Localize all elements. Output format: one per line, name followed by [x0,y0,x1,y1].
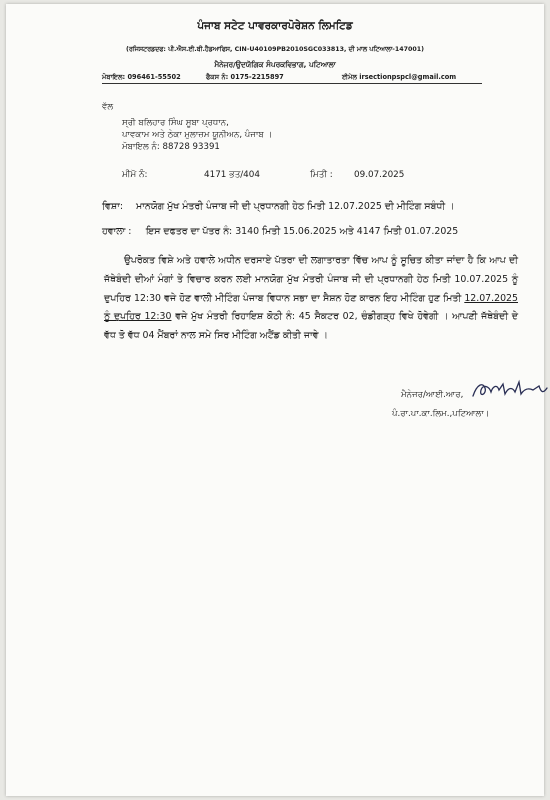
body-text-start: ਉਪਰੋਕਤ ਵਿਸ਼ੇ ਅਤੇ ਹਵਾਲੇ ਅਧੀਨ ਦਰਸਾਏ ਪੱਤਰਾ ਦੀ ਲਗਾਤਾਰਤਾ ਵਿੱਚ ਆਪ ਨੂੰ ਸੂਚਿਤ ਕੀਤਾ ਜਾਂਦਾ ਹੈ ਕਿ ਆਪ ਦੀ ਜੱਥੇਬੰਦੀ ਦੀਆਂ ਮੰਗਾਂ ਤੇ ਵਿਚਾਰ ਕਰਨ ਲਈ ਮਾਨਯੋਗ ਮੁੱਖ ਮੰਤਰੀ ਪੰਜਾਬ ਜੀ ਦੀ ਪ੍ਰਧਾਨਗੀ ਹੇਠ ਮਿਤੀ 10.07.2025 ਨੂੰ ਦੁਪਹਿਰ 12:30 ਵਜੇ ਹੋਣ ਵਾਲੀ ਮੀਟਿੰਗ ਪੰਜਾਬ ਵਿਧਾਨ ਸਭਾ ਦਾ ਸੈਸ਼ਨ ਹੋਣ ਕਾਰਨ ਇਹ ਮੀਟਿੰਗ ਹੁਣ ਮਿਤੀ [104,255,518,304]
memo-date: 09.07.2025 [354,170,405,180]
memo-number: 4171 ਭਤ/404 [204,170,260,180]
mobile-number: ਮੋਬਾਇਲ: 096461-55502 [102,73,181,81]
department-line: ਮੈਨੇਜਰ/ਉਦਯੋਗਿਕ ਸੰਪਰਕਵਿਭਾਗ, ਪਟਿਆਲਾ [214,60,336,69]
to-label: ਵੱਲ [102,102,114,112]
letter-body [104,252,518,346]
memo-label: ਮੀਮੋ ਨੰ: [122,170,148,180]
subject-label: ਵਿਸ਼ਾ: [102,201,123,212]
memo-date-label: ਮਿਤੀ : [310,170,333,180]
recipient-union: ਪਾਵਕਾਮ ਅਤੇ ਠੇਕਾ ਮੁਲਾਜ਼ਮ ਯੂਨੀਅਨ, ਪੰਜਾਬ । [122,130,273,140]
letter-page [6,4,544,796]
recipient-name: ਸ੍ਰੀ ਬਲਿਹਾਰ ਸਿੰਘ ਸੂਬਾ ਪ੍ਰਧਾਨ, [122,118,229,128]
recipient-mobile: ਮੋਬਾਇਲ ਨੰ: 88728 93391 [122,142,220,152]
reference-text: ਇਸ ਦਫਤਰ ਦਾ ਪੱਤਰ ਨੰ: 3140 ਮਿਤੀ 15.06.2025 ਅਤੇ 4147 ਮਿਤੀ 01.07.2025 [146,226,459,237]
signatory-office: ਪੰ.ਰਾ.ਪਾ.ਕਾ.ਲਿਮ.,ਪਟਿਆਲਾ। [392,409,490,419]
company-name: ਪੰਜਾਬ ਸਟੇਟ ਪਾਵਰਕਾਰਪੋਰੇਸ਼ਨ ਲਿਮਟਿਡ [197,20,353,32]
signatory-designation: ਮੈਨੇਜਰ/ਆਈ.ਆਰ, [401,390,464,400]
signature [469,376,549,404]
header-divider [102,83,482,84]
registration-line: (ਰਜਿਸਟਰਡਦਫ: ਪੀ.ਐਸ.ਈ.ਬੀ.ਹੈਡਆਫਿਸ, CIN-U40109PB2010SGC033813, ਦੀ ਮਾਲ ਪਟਿਆਲਾ-147001) [125,46,425,53]
email-address: ਈਮੇਲ irsectionpspcl@gmail.com [342,73,457,81]
fax-number: ਫੈਕਸ ਨੰ: 0175-2215897 [206,73,284,81]
body-text-end: ਵਜੇ ਮੁੱਖ ਮੰਤਰੀ ਰਿਹਾਇਸ਼ ਕੋਠੀ ਨੰ: 45 ਸੈਕਟਰ 02, ਚੰਡੀਗੜ੍ਹ ਵਿਖੇ ਹੋਵੇਗੀ । ਆਪਣੀ ਜੱਥੇਬੰਦੀ ਦੇ ਵੱਧ ਤੋ ਵੱਧ 04 ਮੈਂਬਰਾਂ ਨਾਲ ਸਮੇ ਸਿਰ ਮੀਟਿੰਗ ਅਟੈਂਡ ਕੀਤੀ ਜਾਵੇ । [104,311,518,342]
meeting-datetime: 12.07.2025 ਨੂੰ ਦੁਪਹਿਰ 12:30 [104,292,518,323]
subject-text: ਮਾਨਯੋਗ ਮੁੱਖ ਮੰਤਰੀ ਪੰਜਾਬ ਜੀ ਦੀ ਪ੍ਰਧਾਨਗੀ ਹੇਠ ਮਿਤੀ 12.07.2025 ਦੀ ਮੀਟਿੰਗ ਸਬੰਧੀ । [136,201,455,212]
reference-label: ਹਵਾਲਾ : [102,226,132,237]
